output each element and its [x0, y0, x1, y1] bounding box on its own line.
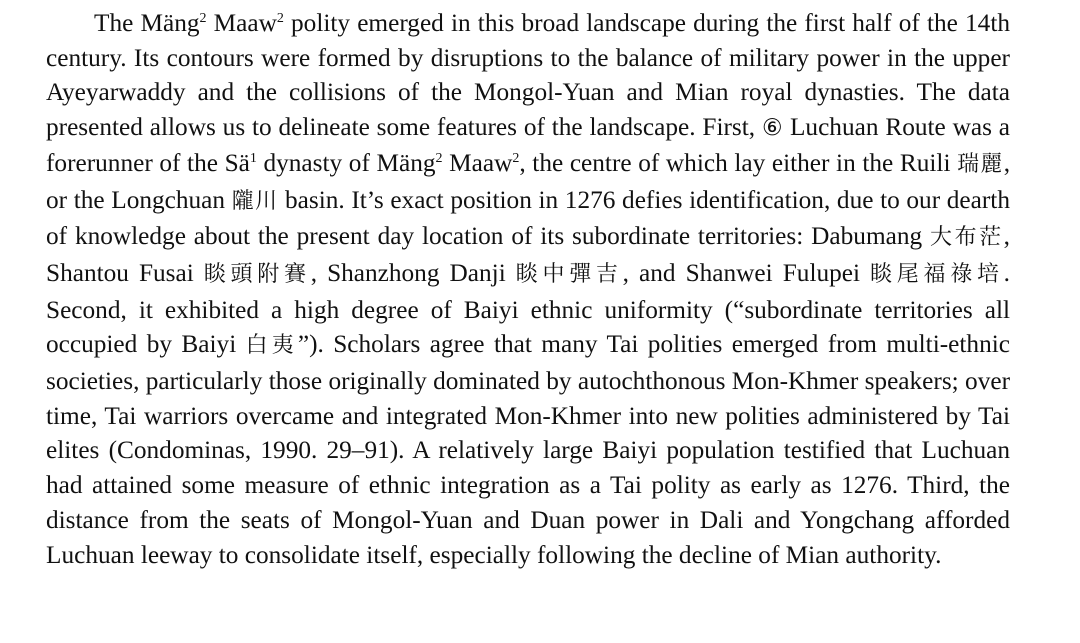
chinese-term-shantou-fusai: 睒頭附賽 [203, 261, 311, 287]
text-run: Maaw [206, 9, 277, 37]
text-run: basin. It’s exact position in 1276 defies identification, due to our dearth of knowledge about the present day location of its subordinate territories: Dabumang [46, 185, 1010, 251]
chinese-term-shanzhong-danji: 睒中彈吉 [515, 261, 623, 287]
chinese-term-shanwei-fulupei: 睒尾福祿培 [870, 261, 1004, 287]
body-paragraph [46, 6, 1010, 572]
text-run: polity emerged in this broad landscape during the first half of the 14th century. Its contours were formed by disruptions to the balance of military power in the upper Ayeyarwaddy and the collisions of the Mongol-Yuan and Mian royal dynasties. The data presented allows us to delineate some features of the landscape. First, [46, 9, 1011, 142]
tone-superscript: 2 [199, 11, 207, 26]
text-run: ”). Scholars agree that many Tai polities emerged from multi-ethnic societies, particularly those originally dominated by autochthonous Mon-Khmer speakers; over time, Tai warriors overcame and integrated Mon-Khmer into new polities administered by Tai elites (Condominas, 1990. 29–91). A relatively large Baiyi population testified that Luchuan had attained some measure of ethnic integration as a Tai polity as early as 1276. Third, the distance from the seats of Mongol-Yuan and Duan power in Dali and Yongchang afforded Luchuan leeway to consolidate itself, especially following the decline of Mian authority. [46, 330, 1010, 569]
text-run: , Shanzhong Danji [310, 258, 516, 287]
text-run: . Second, it exhibited a high degree of Baiyi ethnic uniformity (“subordinate territories all occupied by Baiyi [46, 258, 1010, 359]
chinese-term-longchuan: 隴川 [231, 188, 279, 214]
text-run: , Shantou Fusai [46, 222, 1010, 287]
text-run: , the centre of which lay either in the Ruili [519, 148, 958, 177]
chinese-term-baiyi: 白夷 [245, 333, 298, 359]
tone-superscript: 1 [249, 150, 257, 166]
tone-superscript: 2 [512, 150, 520, 166]
text-run: Luchuan Route was a forerunner of the Sä [46, 113, 1011, 177]
chinese-term-dabumang: 大布茫 [930, 225, 1004, 251]
text-run: Maaw [442, 148, 513, 177]
text-run: , or the Longchuan [46, 148, 1011, 214]
tone-superscript: 2 [276, 11, 284, 26]
chinese-term-ruili: 瑞麗 [957, 151, 1004, 177]
text-run: dynasty of Mäng [256, 148, 436, 177]
circled-number-six: ⑥ [761, 115, 784, 142]
text-run: , and Shanwei Fulupei [622, 258, 871, 287]
tone-superscript: 2 [435, 150, 443, 166]
text-run: The Mäng [94, 9, 200, 37]
